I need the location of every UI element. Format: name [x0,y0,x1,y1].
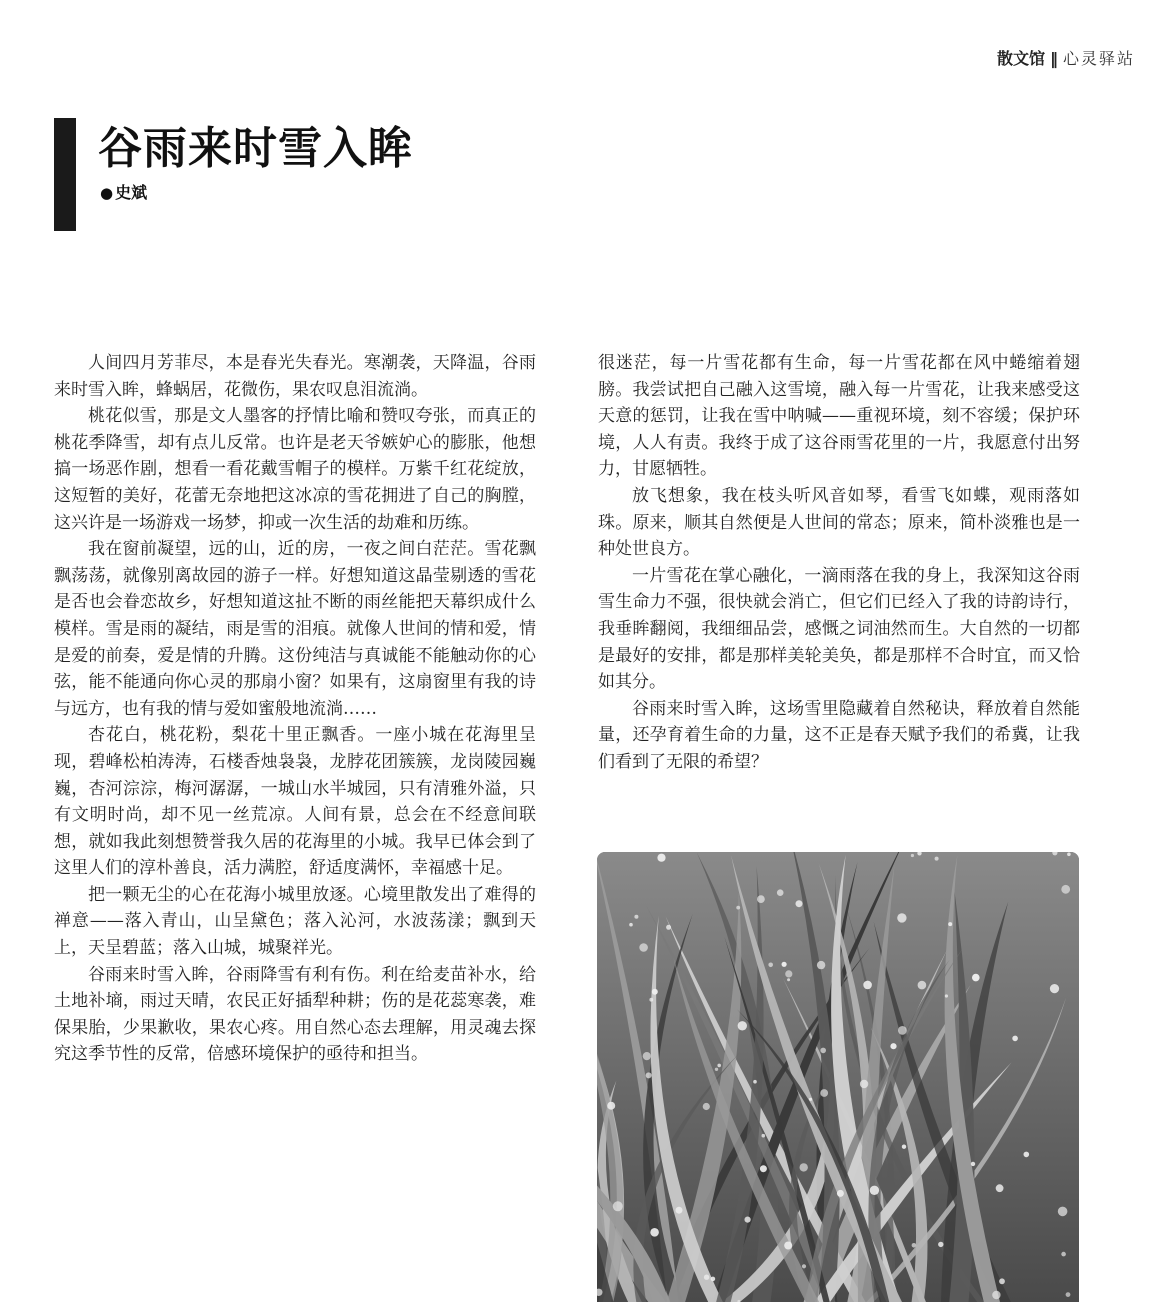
raindrop [898,1026,907,1035]
raindrop [760,1165,767,1172]
raindrop [1024,1152,1030,1158]
paragraph: 谷雨来时雪入眸，谷雨降雪有利有伤。利在给麦苗补水，给土地补墒，雨过天晴，农民正好插犁种耕；伤的是花蕊寒袭，难保果胎，少果歉收，果农心疼。用自然心态去理解，用灵魂去探究这季节性的反常，倍感环境保护的亟待和担当。 [54,964,536,1065]
raindrop [918,981,927,990]
section-separator: ‖ [1049,49,1058,68]
raindrop [785,970,792,977]
author-bullet: ● [100,184,114,202]
raindrop [643,1052,651,1060]
raindrop [820,1048,826,1054]
paragraph: 桃花似雪，那是文人墨客的抒情比喻和赞叹夸张，而真正的桃花季降雪，却有点儿反常。也许是老天爷嫉妒心的膨胀，他想搞一场恶作剧，想看一看花戴雪帽子的模样。万紫千红花绽放，这短暂的美好，花蕾无奈地把这冰凉的雪花拥进了自己的胸膛，这兴许是一场游戏一场梦，抑或一次生活的劫难和历练。 [54,406,536,533]
raindrop [948,922,952,926]
raindrop [911,854,914,857]
article-title: 谷雨来时雪入眸 [98,123,413,174]
paragraph: 把一颗无尘的心在花海小城里放逐。心境里散发出了难得的禅意——落入青山，山呈黛色；落入沁河，水波荡漾；飘到天上，天呈碧蓝；落入山城，城聚祥光。 [54,884,536,959]
raindrop [745,1217,751,1223]
raindrop [762,1134,766,1138]
author-name: 史斌 [115,183,148,202]
section-name: 散文馆 [996,49,1045,68]
raindrop [800,1163,808,1171]
raindrop [897,913,906,922]
raindrop [711,1277,716,1282]
subsection-name: 心灵驿站 [1062,49,1135,68]
raindrop [757,895,765,903]
author-line [100,180,147,203]
raindrop [809,1098,812,1101]
raindrop [704,1275,709,1280]
paragraph: 放飞想象，我在枝头听风音如琴，看雪飞如蝶，观雨落如珠。原来，顺其自然便是人世间的常态；原来，简朴淡雅也是一种处世良方。 [598,485,1080,560]
raindrop [629,923,633,927]
raindrop [863,981,872,990]
raindrop [715,1068,718,1071]
raindrop [657,854,665,862]
title-accent-bar [54,118,76,231]
raindrop [649,998,653,1002]
raindrop [782,962,787,967]
raindrop [837,1190,844,1197]
raindrop [902,1145,906,1149]
raindrop [999,1278,1005,1284]
raindrop [860,1080,868,1088]
raindrop [1058,1207,1068,1217]
raindrop [1061,1252,1066,1257]
raindrop [613,1201,623,1211]
raindrop [650,1228,659,1237]
raindrop [738,1021,747,1030]
raindrop [753,1080,757,1084]
raindrop [1067,853,1071,857]
raindrop [777,889,784,896]
raindrop [736,906,740,910]
raindrop [972,974,980,982]
raindrop [912,1243,917,1248]
paragraph: 我在窗前凝望，远的山，近的房，一夜之间白茫茫。雪花飘飘荡荡，就像别离故园的游子一样。好想知道这晶莹剔透的雪花是否也会眷恋故乡，好想知道这扯不断的雨丝能把天幕织成什么模样。雪是雨的凝结，雨是雪的泪痕。就像人世间的情和爱，情是爱的前奏，爱是情的升腾。这份纯洁与真诚能不能触动你的心弦，能不能通向你心灵的那扇小窗？如果有，这扇窗里有我的诗与远方，也有我的情与爱如蜜般地流淌…… [54,539,536,719]
paragraph: 人间四月芳菲尽，本是春光失春光。寒潮袭，天降温，谷雨来时雪入眸，蜂蜗居，花微伤，果农叹息泪流淌。 [54,353,536,400]
raindrop [1050,984,1059,993]
right-column [598,350,1080,776]
raindrop [652,989,658,995]
raindrop [945,994,948,997]
raindrop [703,1103,710,1110]
raindrop [666,925,671,930]
raindrop [607,1102,615,1110]
grass-illustration [597,852,1079,1302]
raindrop [817,961,825,969]
paragraph-continued: 很迷茫，每一片雪花都有生命，每一片雪花都在风中蜷缩着翅膀。我尝试把自己融入这雪境，融入每一片雪花，让我来感受这天意的惩罚，让我在雪中呐喊——重视环境，刻不容缓；保护环境，人人有责。我终于成了这谷雨雪花里的一片，我愿意付出努力，甘愿牺牲。 [598,353,1080,480]
raindrop [890,1043,896,1049]
raindrop [1066,1292,1071,1297]
raindrop [935,857,939,861]
section-header [997,46,1135,69]
paragraph: 谷雨来时雪入眸，这场雪里隐藏着自然秘诀，释放着自然能量，还孕育着生命的力量，这不正是春天赋予我们的希冀，让我们看到了无限的希望？ [598,698,1080,772]
paragraph: 一片雪花在掌心融化，一滴雨落在我的身上，我深知这谷雨雪生命力不强，很快就会消亡，但它们已经入了我的诗韵诗行，我垂眸翻阅，我细细品尝，感慨之词油然而生。大自然的一切都是最好的安排，都是那样美轮美奂，都是那样不合时宜，而又恰如其分。 [598,565,1080,693]
raindrop [996,1184,1004,1192]
raindrop [820,1089,828,1097]
left-column [54,350,536,1068]
raindrop [971,1162,975,1166]
raindrop [768,963,773,968]
raindrop [796,900,803,907]
raindrop [717,1064,721,1068]
raindrop [802,1264,806,1268]
raindrop [676,1207,683,1214]
raindrop [646,1072,652,1078]
paragraph: 杏花白，桃花粉，梨花十里正飘香。一座小城在花海里呈现，碧峰松柏涛涛，石楼香烛袅袅，龙脖花团簇簇，龙岗陵园巍巍，杏河淙淙，梅河潺潺，一城山水半城园，只有清雅外溢，只有文明时尚，却不见一丝荒凉。人间有景，总会在不经意间联想，就如我此刻想赞誉我久居的花海里的小城。我早已体会到了这里人们的淳朴善良，活力满腔，舒适度满怀，幸福感十足。 [54,725,536,879]
raindrop [938,1242,943,1247]
raindrop [634,915,638,919]
raindrop [992,1291,1000,1299]
raindrop [870,1186,879,1195]
raindrop [784,1242,792,1250]
raindrop [639,943,648,952]
raindrop [787,978,790,981]
rain-grass-photo [597,852,1079,1302]
raindrop [1061,885,1070,894]
raindrop [1012,1036,1018,1042]
